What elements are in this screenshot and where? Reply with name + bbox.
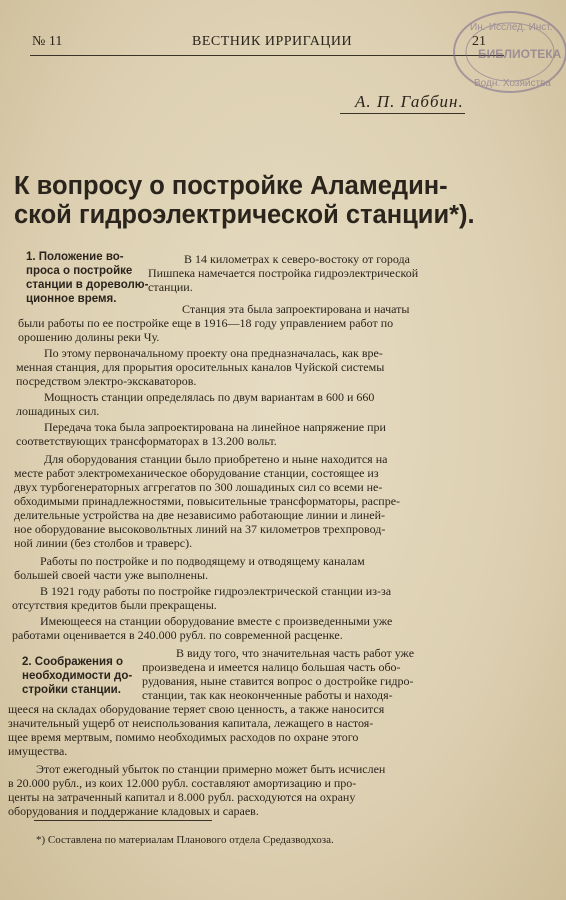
body-line: центы на затраченный капитал и 8.000 рубл. расходуются на охрану xyxy=(8,790,356,804)
sidenote-2-line: стройки станции. xyxy=(22,684,121,696)
body-line: отсутствия кредитов были прекращены. xyxy=(12,598,217,612)
body-line: станции. xyxy=(148,280,193,294)
sidenote-1-line: станции в дореволю- xyxy=(26,279,149,291)
body-line: В 14 километрах к северо-востоку от города xyxy=(184,252,410,266)
body-line: были работы по ее постройке еще в 1916—18 году управлением работ по xyxy=(18,316,394,330)
stamp-text-2: БИБЛИОТЕКА xyxy=(478,47,562,61)
body-line: Для оборудования станции было приобретено и ныне находится на xyxy=(44,452,388,466)
issue-number: № 11 xyxy=(32,34,63,49)
body-line: большей своей части уже выполнены. xyxy=(14,568,209,582)
title-line-2: ской гидроэлектрической станции*). xyxy=(14,201,475,229)
body-line: делительные устройства на две независимо работающие линии и линей- xyxy=(14,508,386,522)
body-line: ное оборудование высоковольтных линий на 37 километров трехпровод- xyxy=(14,522,386,536)
body-line: оборудования и поддержание кладовых и сараев. xyxy=(8,804,259,818)
body-line: посредством электро-экскаваторов. xyxy=(16,374,197,388)
sidenote-1 xyxy=(26,250,148,306)
sidenote-2 xyxy=(22,655,132,697)
body-line: По этому первоначальному проекту она предназначалась, как вре- xyxy=(44,346,383,360)
sidenote-1-line: проса о постройке xyxy=(26,265,133,277)
title-line-1: К вопросу о постройке Аламедин- xyxy=(14,172,448,200)
body-line: щееся на складах оборудование теряет свою ценность, а также наносится xyxy=(8,702,385,716)
body-line: произведена и имеется налицо большая часть обо- xyxy=(142,660,401,674)
body-line: обходимыми принадлежностями, повысительные трансформаторы, распре- xyxy=(14,494,401,508)
stamp-text-1: Ин.-Исслед. Инст. xyxy=(470,22,553,33)
body-line: станции, так как неоконченные работы и находя- xyxy=(142,688,393,702)
body-line: В виду того, что значительная часть работ уже xyxy=(176,646,415,660)
footnote-rule xyxy=(34,820,212,821)
sidenote-1-line: 1. Положение во- xyxy=(26,251,124,263)
footnote: *) Составлена по материалам Планового отдела Средазводхоза. xyxy=(36,834,334,846)
body-line: двух турбогенераторных аггрегатов по 300 лошадиных сил со всеми не- xyxy=(14,480,383,494)
body-line: соответствующих трансформаторах в 13.200 вольт. xyxy=(16,434,277,448)
body-line: работами оценивается в 240.000 рубл. по современной расценке. xyxy=(12,628,343,642)
body-line: щее время мертвым, помимо необходимых расходов по охране этого xyxy=(8,730,359,744)
page-number: 21 xyxy=(472,34,486,49)
body-line: значительный ущерб от неиспользования капитала, лежащего в настоя- xyxy=(8,716,374,730)
body-line: В 1921 году работы по постройке гидроэлектрической станции из-за xyxy=(40,584,392,598)
body-line: Работы по постройке и по подводящему и отводящему каналам xyxy=(40,554,365,568)
sidenote-1-line: ционное время. xyxy=(26,293,117,305)
body-line: Передача тока была запроектирована на линейное напряжение при xyxy=(44,420,386,434)
stamp-text-3: Водн. Хозяйства xyxy=(474,78,551,89)
body-line: орошению долины реки Чу. xyxy=(18,330,160,344)
author-name: А. П. Габбин. xyxy=(355,92,464,111)
body-line: менная станция, для прорытия оросительных каналов Чуйской системы xyxy=(16,360,385,374)
sidenote-2-line: необходимости до- xyxy=(22,670,133,682)
body-line: Пишпека намечается постройка гидроэлектрической xyxy=(148,266,419,280)
body-line: Станция эта была запроектирована и начаты xyxy=(182,302,410,316)
journal-title: ВЕСТНИК ИРРИГАЦИИ xyxy=(192,34,353,49)
sidenote-2-line: 2. Соображения о xyxy=(22,656,124,668)
body-line: Имеющееся на станции оборудование вместе с произведенными уже xyxy=(40,614,393,628)
body-line: месте работ электромеханическое оборудование станции, состоящее из xyxy=(14,466,379,480)
body-line: лошадиных сил. xyxy=(16,404,100,418)
body-line: Этот ежегодный убыток по станции примерно может быть исчислен xyxy=(36,762,386,776)
body-line: Мощность станции определялась по двум вариантам в 600 и 660 xyxy=(44,390,375,404)
body-line: в 20.000 рубл., из коих 12.000 рубл. составляют амортизацию и про- xyxy=(8,776,357,790)
body-line: рудования, ныне ставится вопрос о достройке гидро- xyxy=(142,674,414,688)
body-line: имущества. xyxy=(8,744,68,758)
body-line: ной линии (без столбов и траверс). xyxy=(14,536,193,550)
